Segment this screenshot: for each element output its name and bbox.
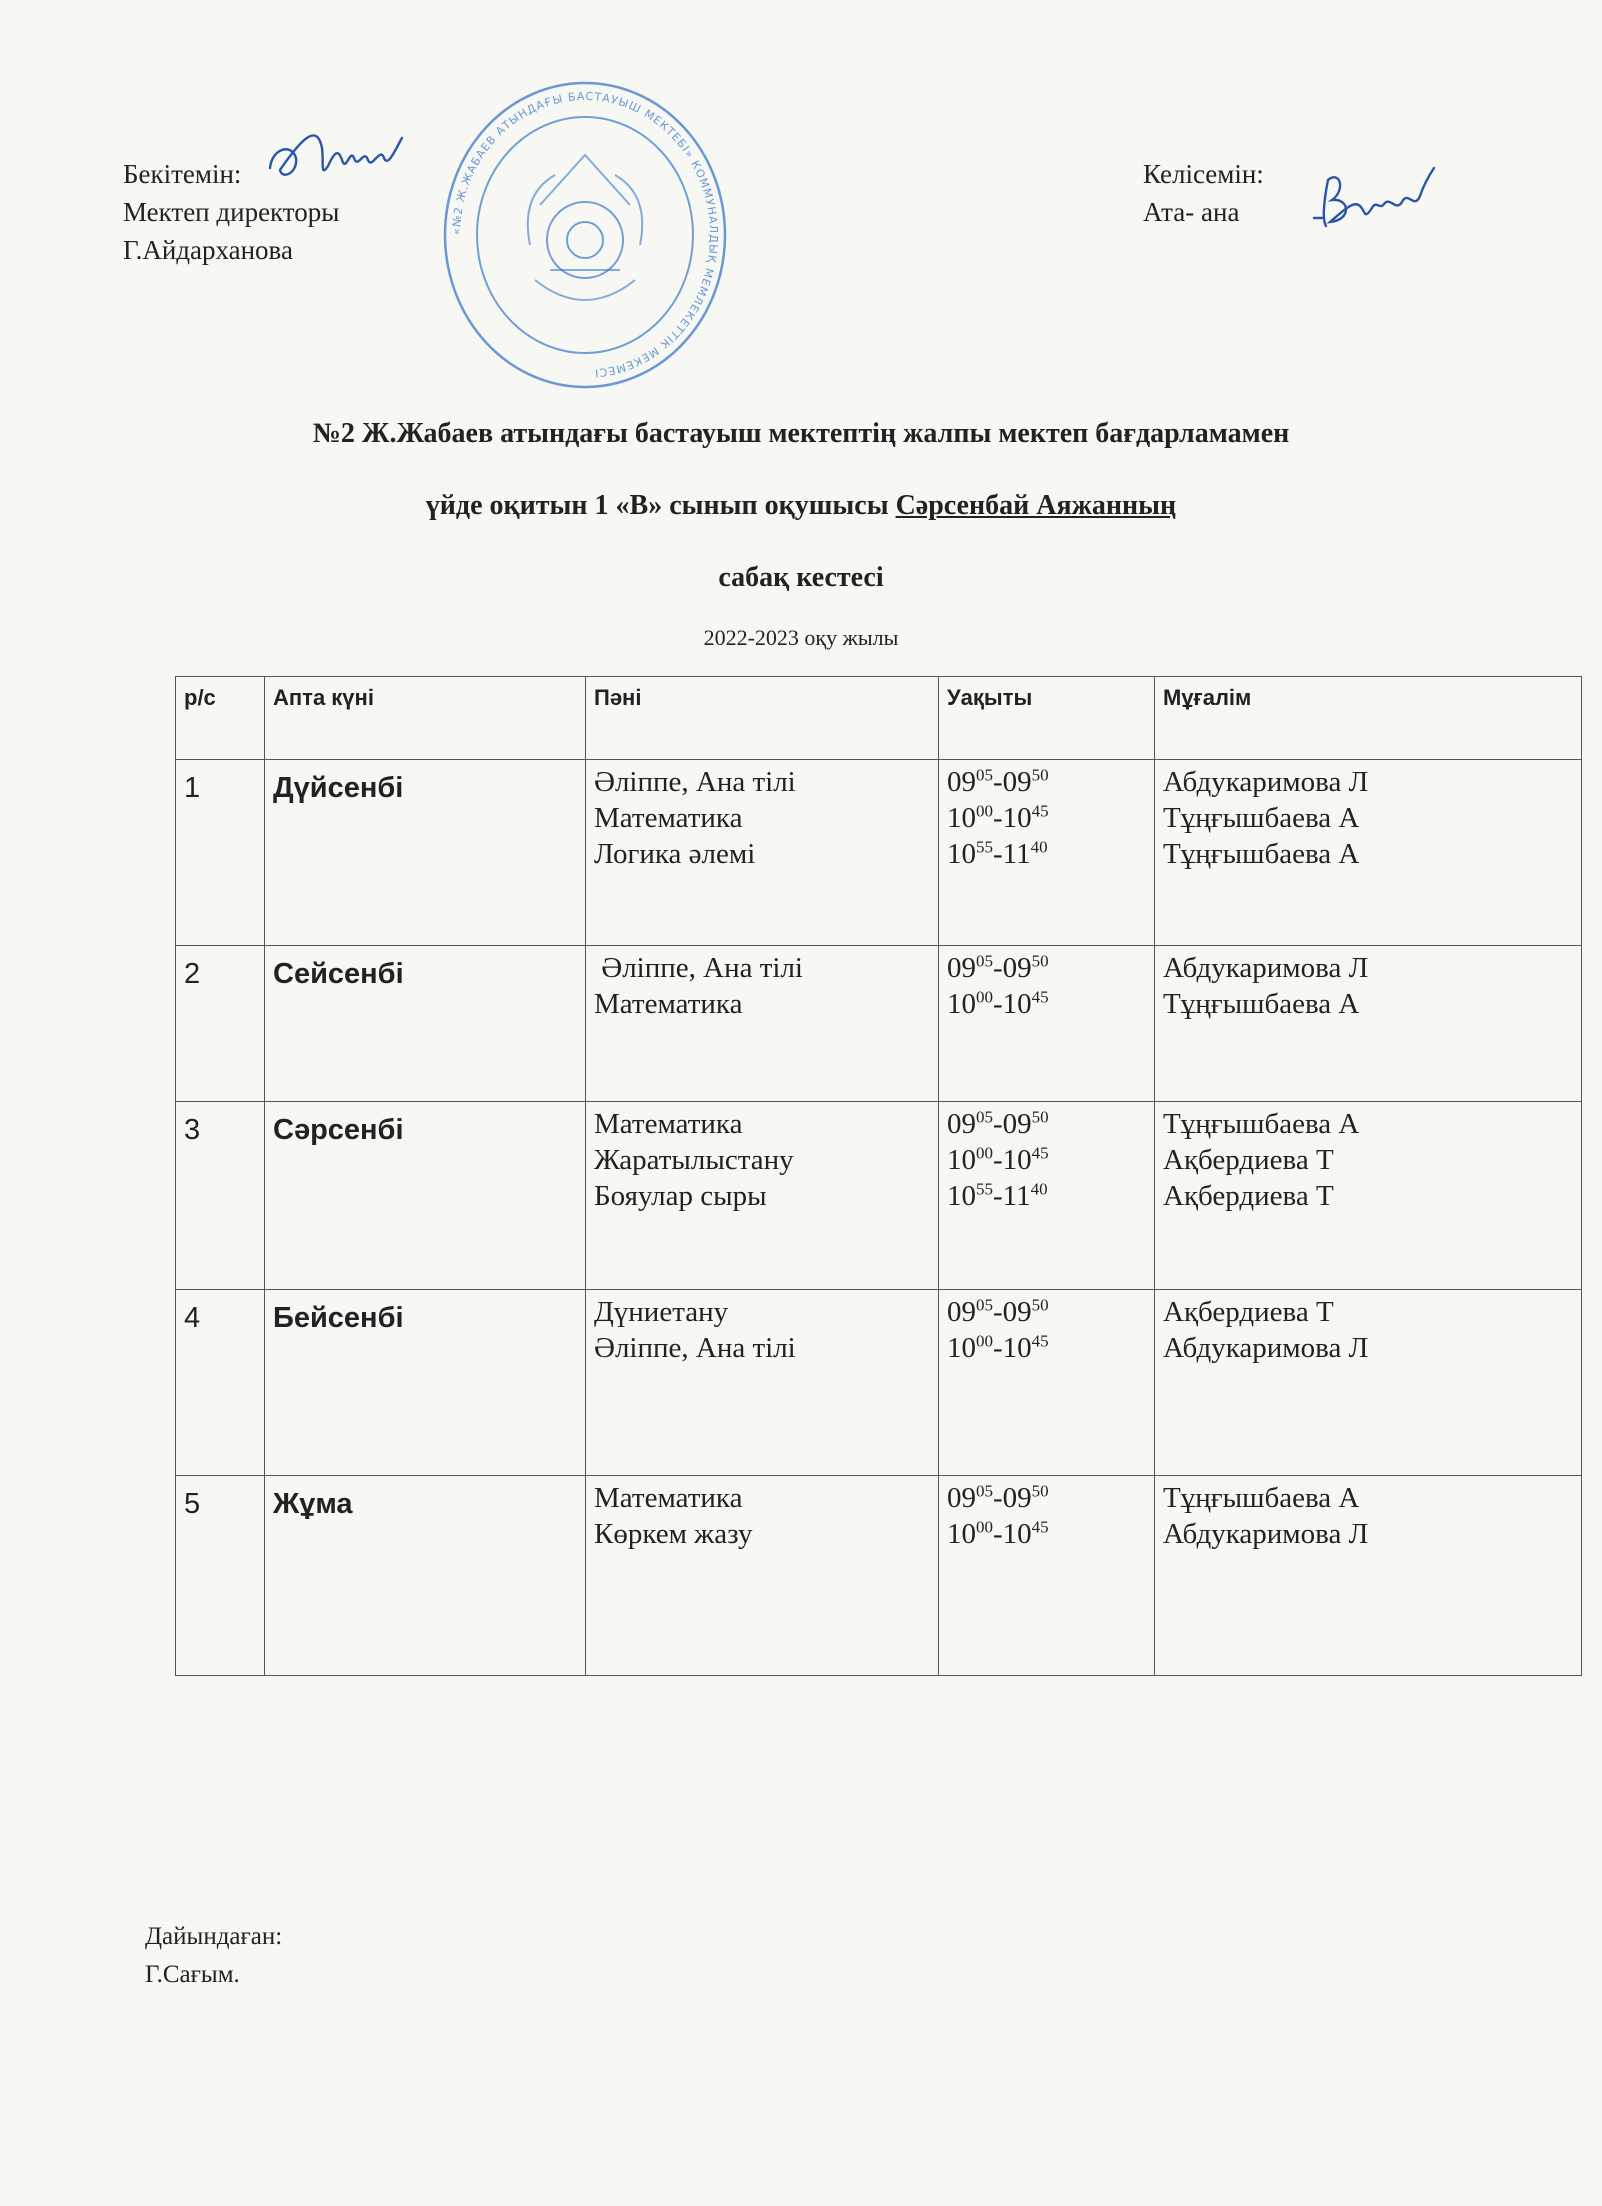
row-day: Дүйсенбі xyxy=(265,760,586,946)
time-slot: $10^{55}-11^{40}$ xyxy=(947,837,1048,870)
row-times xyxy=(939,1290,1155,1476)
time-slot: $10^{00}-10^{45}$ xyxy=(947,801,1049,834)
row-subjects xyxy=(586,1102,939,1290)
time-h1: 10 xyxy=(947,988,976,1020)
approval-label: Бекітемін: xyxy=(123,159,242,189)
schedule-body xyxy=(176,760,1582,1676)
row-teachers xyxy=(1155,1476,1582,1676)
time-h2: 09 xyxy=(1002,766,1032,798)
teacher: Тұңғышбаева А xyxy=(1163,802,1360,834)
header-day: Апта күні xyxy=(265,677,586,760)
time-slot: $09^{05}-09^{50}$ xyxy=(947,1481,1049,1514)
teacher: Абдукаримова Л xyxy=(1163,1518,1369,1550)
parent-signature xyxy=(1310,160,1440,240)
row-day: Бейсенбі xyxy=(265,1290,586,1476)
row-number: 2 xyxy=(176,946,265,1102)
row-day: Жұма xyxy=(265,1476,586,1676)
time-m2: 45 xyxy=(1031,1517,1049,1537)
time-slot: $10^{00}-10^{45}$ xyxy=(947,1331,1049,1364)
time-m1: 05 xyxy=(976,1481,993,1501)
row-subjects xyxy=(586,946,939,1102)
row-teachers xyxy=(1155,946,1582,1102)
time-h1: 09 xyxy=(947,952,976,984)
approval-position: Мектеп директоры xyxy=(123,197,340,227)
subject: Математика xyxy=(594,988,743,1020)
time-slot: $10^{00}-10^{45}$ xyxy=(947,1517,1049,1550)
title-line-1: №2 Ж.Жабаев атындағы бастауыш мектептің жалпы мектеп бағдарламамен xyxy=(312,418,1290,449)
subject: Бояулар сыры xyxy=(594,1180,767,1212)
row-day: Сәрсенбі xyxy=(265,1102,586,1290)
table-row xyxy=(176,760,1582,946)
row-teachers xyxy=(1155,1290,1582,1476)
row-times xyxy=(939,1102,1155,1290)
time-h2: 11 xyxy=(1002,1180,1031,1212)
title-line-3: сабақ кестесі xyxy=(718,562,884,593)
table-header-row xyxy=(176,677,1582,760)
time-h2: 10 xyxy=(1002,802,1032,834)
prepared-name: Г.Сағым. xyxy=(145,1961,240,1988)
approval-right xyxy=(1143,155,1264,231)
time-m2: 45 xyxy=(1031,987,1049,1007)
time-h2: 09 xyxy=(1002,1482,1032,1514)
time-slot: $09^{05}-09^{50}$ xyxy=(947,1107,1049,1140)
time-m1: 05 xyxy=(976,951,993,971)
time-h1: 10 xyxy=(947,838,976,870)
table-row xyxy=(176,1102,1582,1290)
school-year: 2022-2023 оқу жылы xyxy=(703,625,899,650)
row-number: 3 xyxy=(176,1102,265,1290)
time-m2: 45 xyxy=(1031,801,1049,821)
subject: Әліппе, Ана тілі xyxy=(594,952,803,984)
time-m2: 50 xyxy=(1031,1481,1049,1501)
time-m2: 45 xyxy=(1031,1331,1049,1351)
time-h1: 09 xyxy=(947,1482,976,1514)
prepared-block xyxy=(145,1918,282,1994)
time-h1: 10 xyxy=(947,1332,976,1364)
row-teachers xyxy=(1155,1102,1582,1290)
title-line-2 xyxy=(0,490,1602,522)
time-h1: 09 xyxy=(947,1296,976,1328)
time-h2: 09 xyxy=(1002,1108,1032,1140)
time-h2: 11 xyxy=(1002,838,1031,870)
row-subjects xyxy=(586,760,939,946)
time-m2: 50 xyxy=(1031,765,1049,785)
time-m1: 00 xyxy=(976,801,993,821)
time-m1: 00 xyxy=(976,1517,993,1537)
time-h1: 09 xyxy=(947,766,976,798)
teacher: Ақбердиева Т xyxy=(1163,1296,1334,1328)
row-number: 5 xyxy=(176,1476,265,1676)
time-slot: $09^{05}-09^{50}$ xyxy=(947,1295,1049,1328)
time-slot: $10^{00}-10^{45}$ xyxy=(947,987,1049,1020)
time-h1: 10 xyxy=(947,1180,976,1212)
time-h2: 10 xyxy=(1002,1332,1032,1364)
time-m1: 05 xyxy=(976,1107,993,1127)
subject: Әліппе, Ана тілі xyxy=(594,1332,796,1364)
table-row xyxy=(176,1476,1582,1676)
teacher: Абдукаримова Л xyxy=(1163,766,1369,798)
teacher: Тұңғышбаева А xyxy=(1163,838,1360,870)
header-teacher: Мұғалім xyxy=(1155,677,1582,760)
student-name: Сәрсенбай Аяжанның xyxy=(895,490,1177,521)
approval-name: Г.Айдарханова xyxy=(123,235,293,265)
table-row xyxy=(176,946,1582,1102)
prepared-label: Дайындаған: xyxy=(145,1923,283,1950)
time-m2: 50 xyxy=(1031,951,1049,971)
time-m1: 55 xyxy=(976,1179,993,1199)
time-slot: $09^{05}-09^{50}$ xyxy=(947,951,1049,984)
agreement-label: Келісемін: xyxy=(1143,159,1264,189)
time-h1: 10 xyxy=(947,1144,976,1176)
time-slot: $09^{05}-09^{50}$ xyxy=(947,765,1049,798)
subject: Математика xyxy=(594,802,743,834)
agreement-position: Ата- ана xyxy=(1143,197,1240,227)
row-day: Сейсенбі xyxy=(265,946,586,1102)
teacher: Абдукаримова Л xyxy=(1163,1332,1369,1364)
time-m2: 40 xyxy=(1030,1179,1048,1199)
time-m2: 50 xyxy=(1031,1295,1049,1315)
time-h1: 10 xyxy=(947,802,976,834)
subject: Математика xyxy=(594,1108,743,1140)
time-h2: 09 xyxy=(1002,1296,1032,1328)
header-time: Уақыты xyxy=(939,677,1155,760)
director-signature xyxy=(262,118,412,198)
row-times xyxy=(939,946,1155,1102)
title-line-2-prefix: үйде оқитын 1 «В» сынып оқушысы xyxy=(425,490,896,521)
time-m2: 50 xyxy=(1031,1107,1049,1127)
time-m1: 55 xyxy=(976,837,993,857)
subject: Дүниетану xyxy=(594,1296,729,1328)
row-number: 1 xyxy=(176,760,265,946)
time-h2: 10 xyxy=(1002,1518,1032,1550)
time-m1: 00 xyxy=(976,1143,993,1163)
time-h1: 10 xyxy=(947,1518,976,1550)
teacher: Тұңғышбаева А xyxy=(1163,1482,1360,1514)
teacher: Ақбердиева Т xyxy=(1163,1144,1334,1176)
time-h2: 10 xyxy=(1002,988,1032,1020)
header-number: р/с xyxy=(176,677,265,760)
row-subjects xyxy=(586,1476,939,1676)
time-m1: 05 xyxy=(976,1295,993,1315)
time-slot: $10^{00}-10^{45}$ xyxy=(947,1143,1049,1176)
teacher: Ақбердиева Т xyxy=(1163,1180,1334,1212)
time-slot: $10^{55}-11^{40}$ xyxy=(947,1179,1048,1212)
subject: Математика xyxy=(594,1482,743,1514)
subject: Әліппе, Ана тілі xyxy=(594,766,796,798)
table-row xyxy=(176,1290,1582,1476)
time-h2: 09 xyxy=(1002,952,1032,984)
teacher: Тұңғышбаева А xyxy=(1163,988,1360,1020)
header-subject: Пәні xyxy=(586,677,939,760)
svg-text:«№2 Ж.ЖАБАЕВ АТЫНДАҒЫ БАСТАУЫШ: «№2 Ж.ЖАБАЕВ АТЫНДАҒЫ БАСТАУЫШ МЕКТЕБІ» КОММУНАЛДЫҚ МЕМЛЕКЕТТІК МЕКЕМЕСІ xyxy=(449,89,721,380)
row-times xyxy=(939,1476,1155,1676)
row-number: 4 xyxy=(176,1290,265,1476)
time-m1: 05 xyxy=(976,765,993,785)
teacher: Тұңғышбаева А xyxy=(1163,1108,1360,1140)
teacher: Абдукаримова Л xyxy=(1163,952,1369,984)
row-subjects xyxy=(586,1290,939,1476)
time-m1: 00 xyxy=(976,1331,993,1351)
subject: Көркем жазу xyxy=(594,1518,753,1550)
official-stamp xyxy=(440,75,730,395)
schedule-table xyxy=(175,676,1582,1676)
subject: Логика әлемі xyxy=(594,838,756,870)
time-m2: 40 xyxy=(1030,837,1048,857)
row-teachers xyxy=(1155,760,1582,946)
time-h1: 09 xyxy=(947,1108,976,1140)
row-times xyxy=(939,760,1155,946)
time-h2: 10 xyxy=(1002,1144,1032,1176)
subject: Жаратылыстану xyxy=(594,1144,794,1176)
time-m2: 45 xyxy=(1031,1143,1049,1163)
time-m1: 00 xyxy=(976,987,993,1007)
